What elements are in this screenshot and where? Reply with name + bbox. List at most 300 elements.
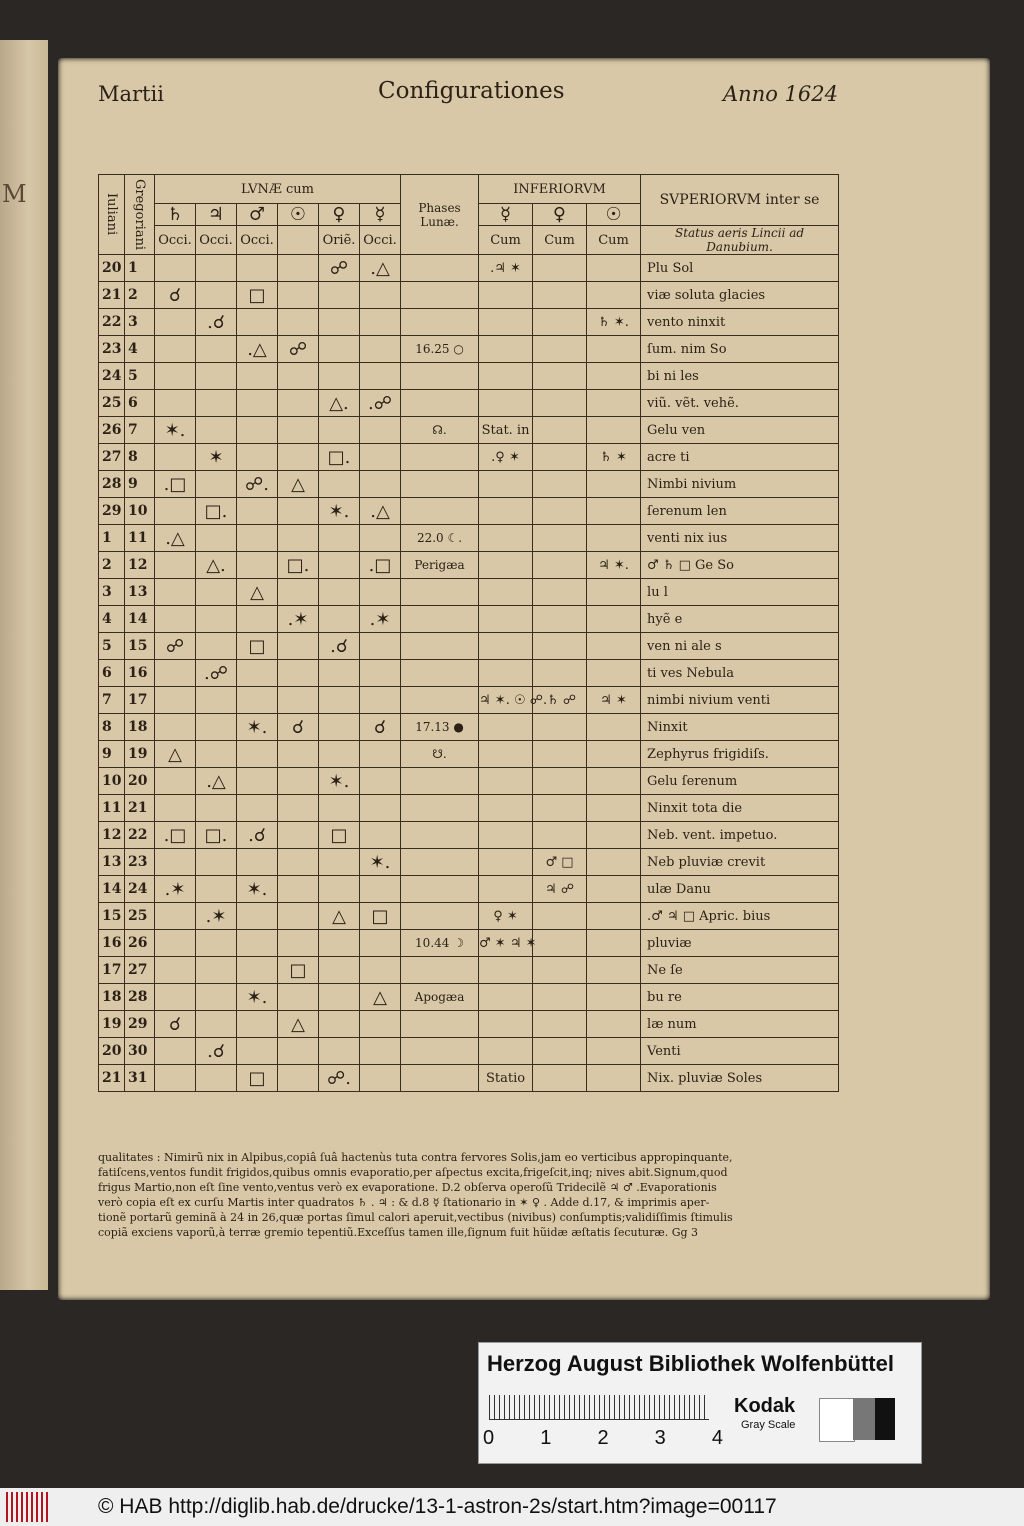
inferior-aspect-0: .♃ ✶ bbox=[479, 255, 533, 282]
iuliani-day: 18 bbox=[99, 984, 125, 1011]
weather-note: Ninxit bbox=[641, 714, 839, 741]
gregoriani-day: 12 bbox=[125, 552, 155, 579]
luna-aspect-3 bbox=[278, 849, 319, 876]
luna-aspect-2 bbox=[237, 363, 278, 390]
header-left: Martii bbox=[98, 82, 164, 106]
luna-aspect-4 bbox=[319, 525, 360, 552]
inf-planet-symbol-2: ☉ bbox=[587, 204, 641, 226]
footer-url[interactable]: © HAB http://diglib.hab.de/drucke/13-1-astron-2s/start.htm?image=00117 bbox=[98, 1495, 777, 1518]
inferior-aspect-0 bbox=[479, 984, 533, 1011]
inferior-aspect-1 bbox=[533, 984, 587, 1011]
inferior-aspect-1 bbox=[533, 660, 587, 687]
gregoriani-day: 25 bbox=[125, 903, 155, 930]
inferior-aspect-1 bbox=[533, 390, 587, 417]
luna-aspect-4 bbox=[319, 795, 360, 822]
inferior-aspect-1 bbox=[533, 714, 587, 741]
luna-aspect-2 bbox=[237, 660, 278, 687]
luna-aspect-3 bbox=[278, 309, 319, 336]
inferior-aspect-0 bbox=[479, 552, 533, 579]
iuliani-day: 20 bbox=[99, 1038, 125, 1065]
luna-aspect-1 bbox=[196, 714, 237, 741]
luna-aspect-4 bbox=[319, 1038, 360, 1065]
luna-aspect-5 bbox=[360, 444, 401, 471]
inferior-aspect-1 bbox=[533, 1038, 587, 1065]
inferior-aspect-1 bbox=[533, 552, 587, 579]
luna-aspect-0: △ bbox=[155, 741, 196, 768]
gregoriani-day: 11 bbox=[125, 525, 155, 552]
weather-note: ulæ Danu bbox=[641, 876, 839, 903]
luna-aspect-4 bbox=[319, 552, 360, 579]
inferior-aspect-0 bbox=[479, 633, 533, 660]
inferior-aspect-0 bbox=[479, 390, 533, 417]
inferior-aspect-1 bbox=[533, 282, 587, 309]
iuliani-day: 3 bbox=[99, 579, 125, 606]
luna-aspect-3 bbox=[278, 876, 319, 903]
lunar-phase bbox=[401, 390, 479, 417]
luna-aspect-0: .✶ bbox=[155, 876, 196, 903]
inferior-aspect-2 bbox=[587, 1065, 641, 1092]
inferior-aspect-0 bbox=[479, 660, 533, 687]
luna-aspect-5: .△ bbox=[360, 255, 401, 282]
luna-aspect-3 bbox=[278, 363, 319, 390]
luna-aspect-1 bbox=[196, 957, 237, 984]
library-name: Herzog August Bibliothek Wolfenbüttel bbox=[487, 1351, 894, 1376]
luna-aspect-0 bbox=[155, 498, 196, 525]
inferior-aspect-2 bbox=[587, 957, 641, 984]
luna-aspect-4 bbox=[319, 849, 360, 876]
inferior-aspect-0 bbox=[479, 822, 533, 849]
luna-aspect-1: △. bbox=[196, 552, 237, 579]
header-center: Configurationes bbox=[378, 78, 565, 104]
inferior-aspect-0 bbox=[479, 957, 533, 984]
lunar-phase: Perigæa bbox=[401, 552, 479, 579]
lunar-phase: 10.44 ☽ bbox=[401, 930, 479, 957]
inferior-aspect-0 bbox=[479, 309, 533, 336]
gregoriani-day: 7 bbox=[125, 417, 155, 444]
weather-note: Neb. vent. impetuo. bbox=[641, 822, 839, 849]
luna-aspect-4 bbox=[319, 336, 360, 363]
luna-aspect-0 bbox=[155, 660, 196, 687]
luna-aspect-3: △ bbox=[278, 1011, 319, 1038]
table-row bbox=[99, 795, 839, 822]
lunar-phase: Apogæa bbox=[401, 984, 479, 1011]
note-line-0: qualitates : Nimirũ nix in Alpibus,copiâ ſuâ hactenùs tuta contra fervores Solis,jam eo verticibus appropinquante, bbox=[98, 1151, 733, 1164]
luna-aspect-1 bbox=[196, 363, 237, 390]
luna-aspect-0 bbox=[155, 309, 196, 336]
table-row bbox=[99, 282, 839, 309]
lunar-phase bbox=[401, 1011, 479, 1038]
luna-aspect-1: ✶ bbox=[196, 444, 237, 471]
ruler-number-4: 4 bbox=[711, 1427, 723, 1449]
iuliani-day: 25 bbox=[99, 390, 125, 417]
inferior-aspect-1: .♄ ☍ bbox=[533, 687, 587, 714]
gregoriani-header: Gregoriani bbox=[125, 175, 155, 255]
luna-aspect-1 bbox=[196, 741, 237, 768]
luna-aspect-3 bbox=[278, 390, 319, 417]
luna-aspect-5 bbox=[360, 363, 401, 390]
luna-aspect-1 bbox=[196, 579, 237, 606]
table-row bbox=[99, 336, 839, 363]
luna-aspect-2 bbox=[237, 1038, 278, 1065]
luna-aspect-2: □ bbox=[237, 1065, 278, 1092]
inferior-aspect-1 bbox=[533, 930, 587, 957]
luna-aspect-0 bbox=[155, 687, 196, 714]
luna-aspect-1 bbox=[196, 390, 237, 417]
inferior-aspect-0 bbox=[479, 1038, 533, 1065]
luna-aspect-2: ☍. bbox=[237, 471, 278, 498]
ruler-number-1: 1 bbox=[540, 1427, 552, 1449]
luna-aspect-4: □ bbox=[319, 822, 360, 849]
luna-aspect-3: □. bbox=[278, 552, 319, 579]
inferior-aspect-1 bbox=[533, 822, 587, 849]
luna-aspect-2 bbox=[237, 903, 278, 930]
luna-aspect-4 bbox=[319, 606, 360, 633]
inferior-aspect-0 bbox=[479, 606, 533, 633]
planet-symbol-5: ☿ bbox=[360, 204, 401, 226]
gregoriani-day: 17 bbox=[125, 687, 155, 714]
phases-header: Phases Lunæ. bbox=[401, 175, 479, 255]
luna-aspect-1 bbox=[196, 336, 237, 363]
gregoriani-day: 10 bbox=[125, 498, 155, 525]
lunar-phase: ☋. bbox=[401, 741, 479, 768]
iuliani-day: 10 bbox=[99, 768, 125, 795]
weather-note: læ num bbox=[641, 1011, 839, 1038]
gregoriani-day: 30 bbox=[125, 1038, 155, 1065]
inferior-aspect-0: ♀ ✶ bbox=[479, 903, 533, 930]
table-row bbox=[99, 579, 839, 606]
inferior-aspect-2 bbox=[587, 417, 641, 444]
weather-note: venti nix ius bbox=[641, 525, 839, 552]
iuliani-day: 27 bbox=[99, 444, 125, 471]
lunar-phase bbox=[401, 444, 479, 471]
iuliani-day: 24 bbox=[99, 363, 125, 390]
luna-aspect-0 bbox=[155, 1065, 196, 1092]
inferior-aspect-2 bbox=[587, 714, 641, 741]
iuliani-day: 4 bbox=[99, 606, 125, 633]
luna-aspect-0 bbox=[155, 957, 196, 984]
note-line-4: tionẽ portarũ geminã à 24 in 26,quæ portas ſimul calori aperuit,vectibus (nivibus) conſumptis;validiſſimis ſtimulis bbox=[98, 1211, 733, 1224]
inferior-aspect-2 bbox=[587, 579, 641, 606]
table-row bbox=[99, 714, 839, 741]
note-line-2: frigus Martio,non eſt ſine vento,ventus verò ex evaporatione. D.2 obſerva operoſũ Tridecilẽ ♃ ♂ .Evaporationis bbox=[98, 1181, 717, 1194]
iuliani-day: 26 bbox=[99, 417, 125, 444]
inferior-aspect-1 bbox=[533, 336, 587, 363]
iuliani-day: 13 bbox=[99, 849, 125, 876]
luna-aspect-1 bbox=[196, 417, 237, 444]
luna-aspect-1 bbox=[196, 1011, 237, 1038]
luna-aspect-4 bbox=[319, 579, 360, 606]
inferior-aspect-0 bbox=[479, 849, 533, 876]
luna-aspect-2: .☌ bbox=[237, 822, 278, 849]
iuliani-day: 20 bbox=[99, 255, 125, 282]
table-row bbox=[99, 606, 839, 633]
weather-note: Plu Sol bbox=[641, 255, 839, 282]
luna-aspect-2 bbox=[237, 795, 278, 822]
luna-aspect-3: △ bbox=[278, 471, 319, 498]
luna-aspect-0 bbox=[155, 552, 196, 579]
lunar-phase bbox=[401, 498, 479, 525]
luna-aspect-2: □ bbox=[237, 633, 278, 660]
luna-aspect-2 bbox=[237, 768, 278, 795]
luna-aspect-3 bbox=[278, 1065, 319, 1092]
luna-header: LVNÆ cum bbox=[155, 175, 401, 204]
weather-note: Zephyrus frigidiſs. bbox=[641, 741, 839, 768]
weather-note: bi ni les bbox=[641, 363, 839, 390]
barcode-icon bbox=[6, 1492, 50, 1522]
table-row bbox=[99, 498, 839, 525]
luna-aspect-0 bbox=[155, 390, 196, 417]
lunar-phase bbox=[401, 1038, 479, 1065]
luna-aspect-2 bbox=[237, 498, 278, 525]
inferior-aspect-1 bbox=[533, 444, 587, 471]
weather-note: ſerenum len bbox=[641, 498, 839, 525]
luna-aspect-0: .□ bbox=[155, 471, 196, 498]
table-row bbox=[99, 660, 839, 687]
luna-aspect-4 bbox=[319, 930, 360, 957]
weather-note: Nix. pluviæ Soles bbox=[641, 1065, 839, 1092]
planet-sub-5: Occi. bbox=[360, 226, 401, 255]
luna-aspect-1 bbox=[196, 282, 237, 309]
lunar-phase bbox=[401, 363, 479, 390]
inf-planet-symbol-1: ♀ bbox=[533, 204, 587, 226]
inferior-aspect-1 bbox=[533, 579, 587, 606]
lunar-phase bbox=[401, 849, 479, 876]
luna-aspect-2 bbox=[237, 255, 278, 282]
luna-aspect-5: △ bbox=[360, 984, 401, 1011]
luna-aspect-5 bbox=[360, 471, 401, 498]
inferior-aspect-0 bbox=[479, 336, 533, 363]
luna-aspect-0 bbox=[155, 255, 196, 282]
luna-aspect-5 bbox=[360, 309, 401, 336]
table-row bbox=[99, 768, 839, 795]
luna-aspect-0: .□ bbox=[155, 822, 196, 849]
table-row bbox=[99, 417, 839, 444]
inferior-aspect-1 bbox=[533, 363, 587, 390]
iuliani-day: 8 bbox=[99, 714, 125, 741]
inferior-aspect-1 bbox=[533, 471, 587, 498]
gregoriani-day: 21 bbox=[125, 795, 155, 822]
table-row bbox=[99, 849, 839, 876]
inferior-aspect-2 bbox=[587, 741, 641, 768]
inf-sub-0: Cum bbox=[479, 226, 533, 255]
luna-aspect-4: ✶. bbox=[319, 498, 360, 525]
inferior-aspect-2 bbox=[587, 849, 641, 876]
luna-aspect-4 bbox=[319, 471, 360, 498]
luna-aspect-1 bbox=[196, 633, 237, 660]
gregoriani-day: 31 bbox=[125, 1065, 155, 1092]
lunar-phase: 22.0 ☾. bbox=[401, 525, 479, 552]
lunar-phase bbox=[401, 1065, 479, 1092]
luna-aspect-5 bbox=[360, 1065, 401, 1092]
luna-aspect-2 bbox=[237, 849, 278, 876]
luna-aspect-3 bbox=[278, 1038, 319, 1065]
iuliani-day: 7 bbox=[99, 687, 125, 714]
note-line-1: fatiſcens,ventos fundit frigidos,quibus omnis evaporatio,per aſpectus excita,frigeſcit,inq; nives abit.Signum,quod bbox=[98, 1166, 728, 1179]
inferior-aspect-0 bbox=[479, 795, 533, 822]
iuliani-day: 9 bbox=[99, 741, 125, 768]
luna-aspect-0: ☌ bbox=[155, 282, 196, 309]
luna-aspect-1 bbox=[196, 876, 237, 903]
inferior-aspect-1: ♂ □ bbox=[533, 849, 587, 876]
iuliani-header: Iuliani bbox=[99, 175, 125, 255]
gray-scale-label: Gray Scale bbox=[741, 1419, 796, 1431]
weather-note: lu l bbox=[641, 579, 839, 606]
weather-note: ven ni ale s bbox=[641, 633, 839, 660]
inferior-aspect-0 bbox=[479, 525, 533, 552]
inf-planet-symbol-0: ☿ bbox=[479, 204, 533, 226]
luna-aspect-4 bbox=[319, 660, 360, 687]
luna-aspect-5 bbox=[360, 525, 401, 552]
luna-aspect-3 bbox=[278, 903, 319, 930]
inf-sub-1: Cum bbox=[533, 226, 587, 255]
luna-aspect-5 bbox=[360, 741, 401, 768]
luna-aspect-0 bbox=[155, 606, 196, 633]
lunar-phase bbox=[401, 282, 479, 309]
gregoriani-day: 9 bbox=[125, 471, 155, 498]
luna-aspect-2 bbox=[237, 606, 278, 633]
luna-aspect-3 bbox=[278, 795, 319, 822]
table-row bbox=[99, 876, 839, 903]
table-row bbox=[99, 822, 839, 849]
luna-aspect-4 bbox=[319, 417, 360, 444]
luna-aspect-0 bbox=[155, 984, 196, 1011]
luna-aspect-2: ✶. bbox=[237, 876, 278, 903]
weather-note: Gelu ſerenum bbox=[641, 768, 839, 795]
luna-aspect-5 bbox=[360, 768, 401, 795]
inferior-aspect-1 bbox=[533, 498, 587, 525]
inferior-aspect-2 bbox=[587, 498, 641, 525]
table-row bbox=[99, 633, 839, 660]
inferior-aspect-1: ♃ ☍ bbox=[533, 876, 587, 903]
luna-aspect-3 bbox=[278, 633, 319, 660]
inferior-aspect-0: Statio bbox=[479, 1065, 533, 1092]
luna-aspect-0 bbox=[155, 903, 196, 930]
luna-aspect-3 bbox=[278, 741, 319, 768]
footer-bar bbox=[0, 1488, 1024, 1526]
luna-aspect-2 bbox=[237, 525, 278, 552]
luna-aspect-3 bbox=[278, 660, 319, 687]
lunar-phase bbox=[401, 309, 479, 336]
planet-symbol-3: ☉ bbox=[278, 204, 319, 226]
luna-aspect-5 bbox=[360, 930, 401, 957]
gray-swatch bbox=[853, 1398, 875, 1440]
table-row bbox=[99, 471, 839, 498]
luna-aspect-0 bbox=[155, 768, 196, 795]
luna-aspect-2: ✶. bbox=[237, 984, 278, 1011]
scale-ruler bbox=[489, 1395, 709, 1420]
inferior-aspect-1 bbox=[533, 1011, 587, 1038]
weather-note: vento ninxit bbox=[641, 309, 839, 336]
inferior-aspect-2 bbox=[587, 390, 641, 417]
luna-aspect-4 bbox=[319, 957, 360, 984]
inferior-aspect-0 bbox=[479, 471, 533, 498]
gregoriani-day: 6 bbox=[125, 390, 155, 417]
table-row bbox=[99, 444, 839, 471]
gregoriani-day: 28 bbox=[125, 984, 155, 1011]
luna-aspect-1 bbox=[196, 1065, 237, 1092]
iuliani-day: 14 bbox=[99, 876, 125, 903]
inferior-aspect-1 bbox=[533, 606, 587, 633]
luna-aspect-3: ☍ bbox=[278, 336, 319, 363]
luna-aspect-4 bbox=[319, 1011, 360, 1038]
gregoriani-day: 13 bbox=[125, 579, 155, 606]
inferior-aspect-1 bbox=[533, 903, 587, 930]
lunar-phase bbox=[401, 633, 479, 660]
weather-note: acre ti bbox=[641, 444, 839, 471]
inferior-aspect-1 bbox=[533, 309, 587, 336]
luna-aspect-3 bbox=[278, 255, 319, 282]
inferior-aspect-2 bbox=[587, 1011, 641, 1038]
lunar-phase bbox=[401, 822, 479, 849]
weather-note: nimbi nivium venti bbox=[641, 687, 839, 714]
luna-aspect-1: .☌ bbox=[196, 1038, 237, 1065]
luna-aspect-4: .☌ bbox=[319, 633, 360, 660]
inferior-aspect-2 bbox=[587, 903, 641, 930]
iuliani-day: 12 bbox=[99, 822, 125, 849]
weather-note: bu re bbox=[641, 984, 839, 1011]
luna-aspect-4 bbox=[319, 741, 360, 768]
luna-aspect-0: ✶. bbox=[155, 417, 196, 444]
iuliani-day: 21 bbox=[99, 1065, 125, 1092]
inferior-aspect-2 bbox=[587, 660, 641, 687]
luna-aspect-1 bbox=[196, 849, 237, 876]
luna-aspect-2 bbox=[237, 444, 278, 471]
inferior-aspect-0 bbox=[479, 876, 533, 903]
weather-note: .♂ ♃ □ Apric. bius bbox=[641, 903, 839, 930]
luna-aspect-5 bbox=[360, 336, 401, 363]
luna-aspect-4 bbox=[319, 876, 360, 903]
luna-aspect-5 bbox=[360, 660, 401, 687]
luna-aspect-5 bbox=[360, 1038, 401, 1065]
ruler-number-0: 0 bbox=[483, 1427, 495, 1449]
inferior-aspect-1 bbox=[533, 633, 587, 660]
inferior-aspect-1 bbox=[533, 957, 587, 984]
luna-aspect-5 bbox=[360, 282, 401, 309]
luna-aspect-4: △. bbox=[319, 390, 360, 417]
luna-aspect-4 bbox=[319, 714, 360, 741]
inferior-aspect-1 bbox=[533, 1065, 587, 1092]
luna-aspect-0 bbox=[155, 714, 196, 741]
previous-page-mark: M bbox=[2, 180, 27, 208]
planet-symbol-2: ♂ bbox=[237, 204, 278, 226]
table-row bbox=[99, 1065, 839, 1092]
gregoriani-day: 23 bbox=[125, 849, 155, 876]
inferior-aspect-0 bbox=[479, 579, 533, 606]
table-row bbox=[99, 930, 839, 957]
gregoriani-day: 22 bbox=[125, 822, 155, 849]
gregoriani-day: 16 bbox=[125, 660, 155, 687]
luna-aspect-0 bbox=[155, 444, 196, 471]
inferior-aspect-2 bbox=[587, 525, 641, 552]
gregoriani-day: 20 bbox=[125, 768, 155, 795]
luna-aspect-4 bbox=[319, 984, 360, 1011]
luna-aspect-5 bbox=[360, 1011, 401, 1038]
luna-aspect-2: △ bbox=[237, 579, 278, 606]
luna-aspect-1: .✶ bbox=[196, 903, 237, 930]
luna-aspect-3 bbox=[278, 687, 319, 714]
luna-aspect-5 bbox=[360, 822, 401, 849]
luna-aspect-2 bbox=[237, 390, 278, 417]
inferior-aspect-1 bbox=[533, 768, 587, 795]
table-row bbox=[99, 687, 839, 714]
superiorum-header: SVPERIORVM inter se bbox=[641, 175, 839, 226]
color-target-card bbox=[478, 1342, 922, 1464]
luna-aspect-2 bbox=[237, 687, 278, 714]
iuliani-day: 6 bbox=[99, 660, 125, 687]
gregoriani-day: 14 bbox=[125, 606, 155, 633]
configurations-table bbox=[98, 174, 839, 1092]
luna-aspect-0 bbox=[155, 336, 196, 363]
